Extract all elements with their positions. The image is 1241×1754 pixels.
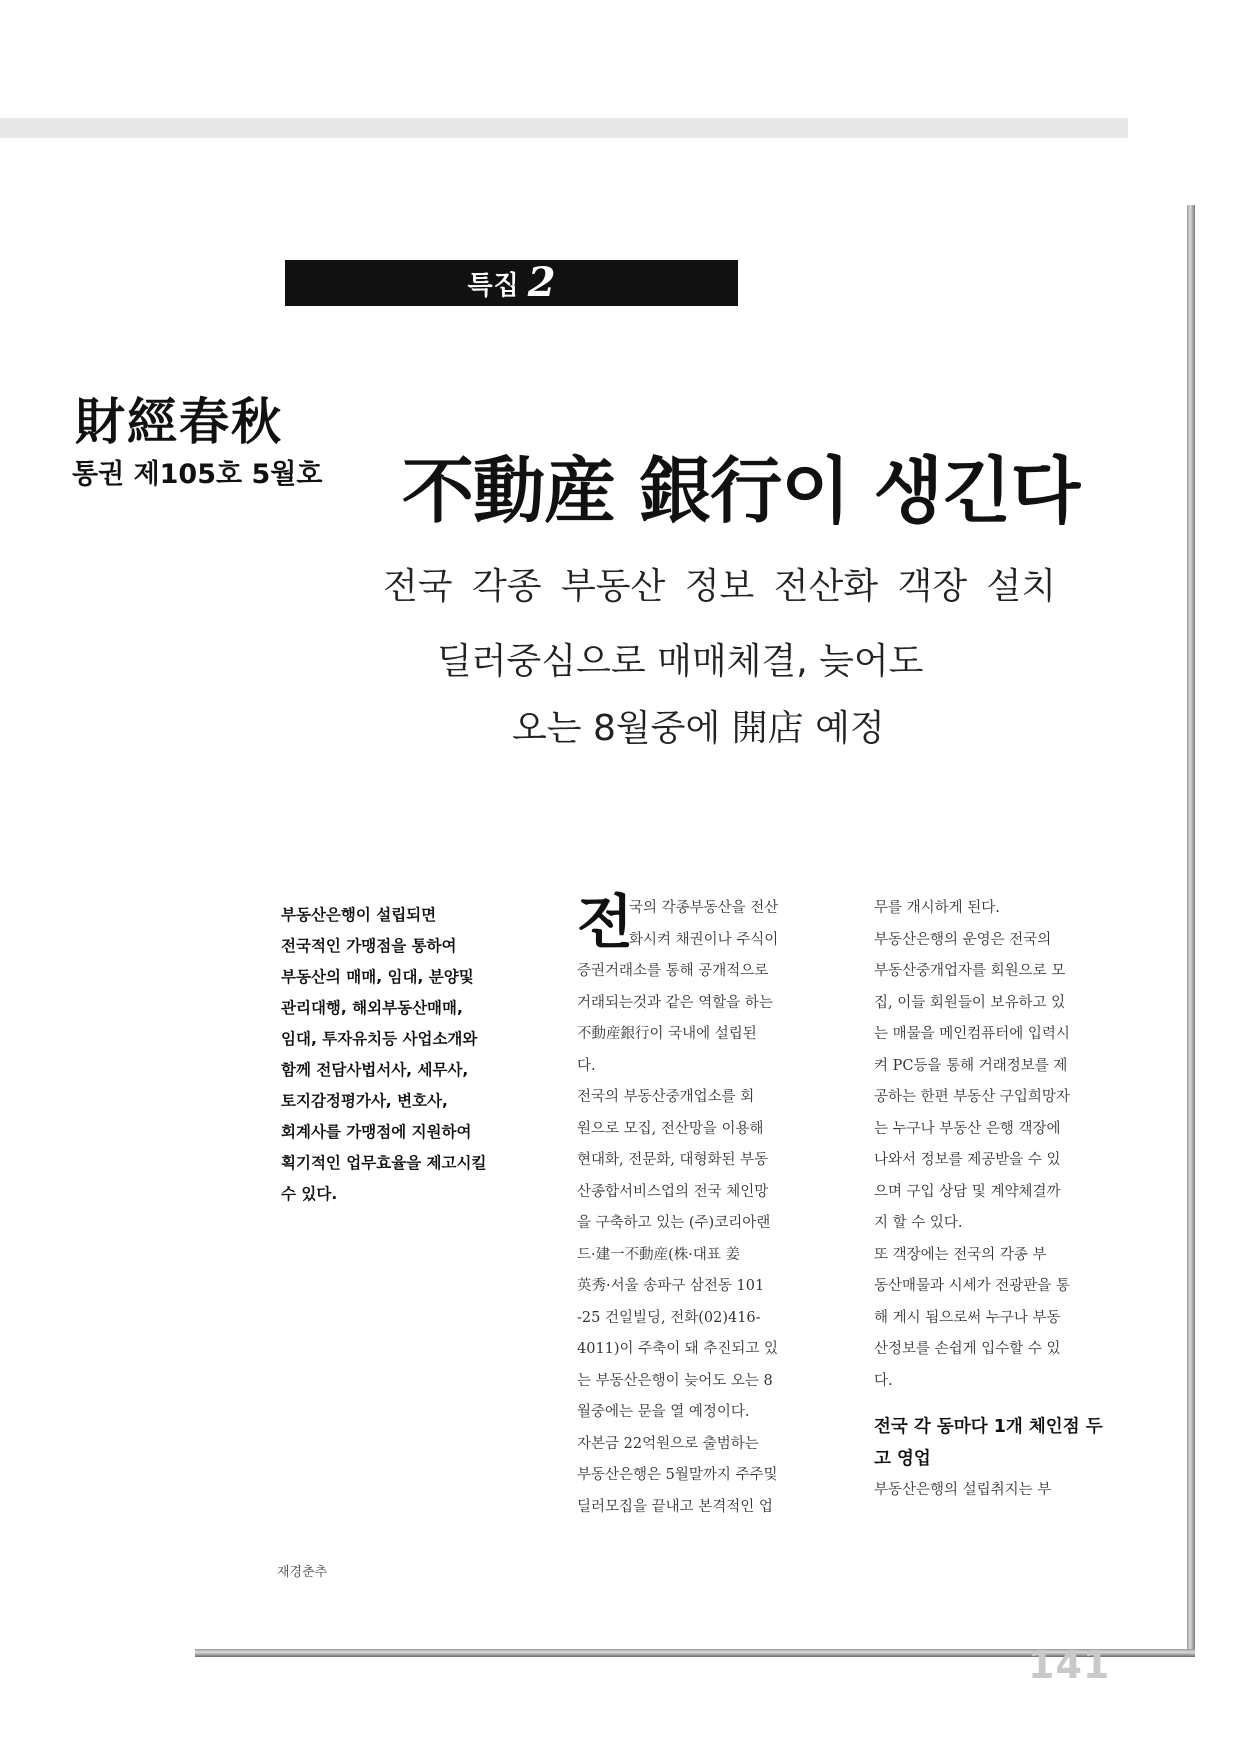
article-line: 무를 개시하게 된다. <box>874 900 1000 916</box>
summary-line: 관리대행, 해외부동산매매, <box>281 999 463 1017</box>
article-line: 부동산은행의 운영은 전국의 <box>874 931 1052 948</box>
summary-line: 수 있다. <box>281 1185 338 1203</box>
summary-line: 부동산의 매매, 임대, 분양및 <box>281 968 474 986</box>
magazine-masthead: 財經春秋 <box>75 392 283 451</box>
banner-number: 2 <box>527 259 556 306</box>
article-line: 英秀·서울 송파구 삼전동 101 <box>577 1278 765 1294</box>
article-line: 부동산은행은 5월말까지 주주및 <box>577 1467 778 1483</box>
article-line: 지 할 수 있다. <box>874 1215 963 1231</box>
issue-number: 통권 제105호 5월호 <box>72 459 323 490</box>
section-gap <box>874 1397 1134 1411</box>
article-line: 산정보를 손쉽게 입수할 수 있 <box>874 1341 1061 1357</box>
article-line: 다. <box>577 1057 596 1074</box>
article-line: 증권거래소를 통해 공개적으로 <box>577 963 769 979</box>
page-number: 141 <box>1028 1643 1111 1687</box>
article-line: 으며 구입 상담 및 계약체결까 <box>874 1183 1061 1200</box>
article-line: 을 구축하고 있는 (주)코리아랜 <box>577 1215 771 1231</box>
summary-line: 회계사를 가맹점에 지원하여 <box>281 1123 472 1141</box>
article-line: 전국의 부동산중개업소를 회 <box>577 1089 755 1105</box>
article-line: 또 객장에는 전국의 각종 부 <box>874 1246 1047 1263</box>
article-line: 드·建一不動産(株·대표 姜 <box>577 1246 741 1263</box>
section-subhead: 전국 각 동마다 1개 체인점 두 <box>874 1417 1103 1437</box>
article-line: 월중에는 문을 열 예정이다. <box>577 1404 750 1420</box>
article-line: 집, 이들 회원들이 보유하고 있 <box>874 994 1066 1011</box>
subheadline-2: 딜러중심으로 매매체결, 늦어도 <box>437 641 924 682</box>
article-line: 공하는 한편 부동산 구입희망자 <box>874 1089 1070 1105</box>
article-line: 는 부동산은행이 늦어도 오는 8 <box>577 1372 773 1389</box>
article-line: 산종합서비스업의 전국 체인망 <box>577 1183 769 1200</box>
summary-line: 전국적인 가맹점을 통하여 <box>281 937 457 955</box>
article-line: 4011)이 주축이 돼 추진되고 있 <box>577 1341 779 1357</box>
top-gray-band <box>0 118 1128 138</box>
summary-line: 토지감정평가사, 변호사, <box>281 1092 448 1110</box>
article-line: 동산매물과 시세가 전광판을 통 <box>874 1278 1070 1294</box>
article-line: 화시켜 채권이나 주식이 <box>629 931 779 948</box>
subheadline-1: 전국 각종 부동산 정보 전산화 객장 설치 <box>383 566 1057 607</box>
article-column-2 <box>577 888 827 1523</box>
article-line: 거래되는것과 같은 역할을 하는 <box>577 994 773 1011</box>
article-line: 는 매물을 메인컴퓨터에 입력시 <box>874 1026 1070 1042</box>
article-column-3 <box>874 893 1134 1507</box>
article-line: 해 게시 됨으로써 누구나 부동 <box>874 1309 1061 1326</box>
page-edge-right <box>1187 205 1195 1649</box>
subheadline-3: 오는 8월중에 開店 예정 <box>512 708 885 749</box>
drop-cap: 전 <box>577 888 634 956</box>
article-line: 부동산중개업자를 회원으로 모 <box>874 963 1066 979</box>
summary-line: 부동산은행이 설립되면 <box>281 906 437 924</box>
summary-line: 임대, 투자유치등 사업소개와 <box>281 1030 478 1048</box>
article-line: 현대화, 전문화, 대형화된 부동 <box>577 1152 769 1168</box>
banner-label: 특집 <box>467 270 520 301</box>
article-headline: 不動産 銀行이 생긴다 <box>402 449 1080 533</box>
article-line: 다. <box>874 1372 893 1389</box>
article-line: -25 건일빌딩, 전화(02)416- <box>577 1309 761 1326</box>
article-line: 자본금 22억원으로 출범하는 <box>577 1435 759 1452</box>
section-subhead: 고 영업 <box>874 1449 931 1469</box>
article-line: 국의 각종부동산을 전산 <box>629 900 779 916</box>
summary-line: 함께 전담사법서사, 세무사, <box>281 1061 469 1079</box>
article-line: 나와서 정보를 제공받을 수 있 <box>874 1152 1061 1168</box>
feature-banner <box>285 260 738 306</box>
running-title: 재경춘추 <box>277 1565 328 1580</box>
article-line: 부동산은행의 설립취지는 부 <box>874 1482 1052 1498</box>
article-line: 켜 PC등을 통해 거래정보를 제 <box>874 1057 1068 1074</box>
article-line: 는 누구나 부동산 은행 객장에 <box>874 1120 1061 1137</box>
article-line: 원으로 모집, 전산망을 이용해 <box>577 1120 764 1137</box>
summary-box <box>281 900 546 1210</box>
article-line: 딜러모집을 끝내고 본격적인 업 <box>577 1498 773 1515</box>
summary-line: 획기적인 업무효율을 제고시킬 <box>281 1154 487 1172</box>
article-line: 不動産銀行이 국내에 설립된 <box>577 1026 757 1042</box>
